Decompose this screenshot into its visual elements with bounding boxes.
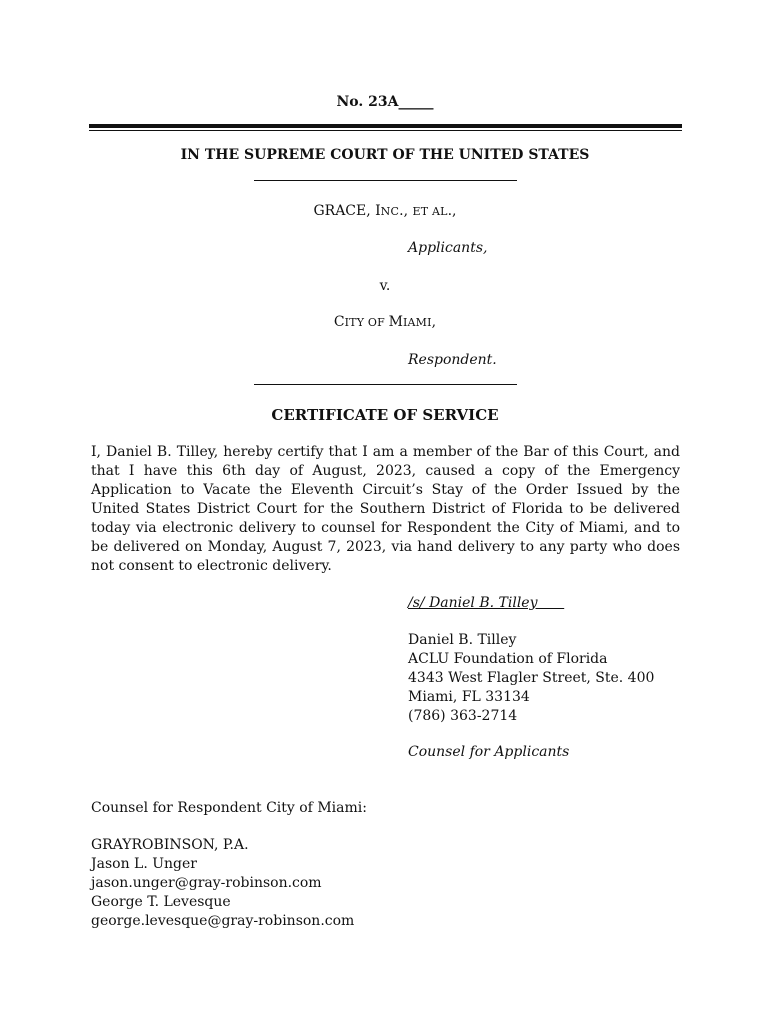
court-title: IN THE SUPREME COURT OF THE UNITED STATES <box>180 147 590 163</box>
applicant-name <box>0 203 770 219</box>
certificate-title: CERTIFICATE OF SERVICE <box>271 406 499 424</box>
respondent-counsel-heading: Counsel for Respondent City of Miami: <box>91 800 367 816</box>
applicant-et-al: ET AL <box>412 205 448 218</box>
signer-name: Daniel B. Tilley <box>408 632 517 648</box>
respondent-attorney-2: George T. Levesque <box>91 894 231 910</box>
respondent-m: M <box>388 314 403 330</box>
applicant-role: Applicants, <box>408 240 488 256</box>
applicant-name-punct: ., <box>399 203 413 219</box>
caption-bottom-rule <box>254 384 517 385</box>
respondent-c: C <box>333 314 345 330</box>
header-thick-rule <box>89 124 682 128</box>
header-thin-rule <box>89 130 682 131</box>
respondent-counsel-block <box>91 836 354 931</box>
respondent-email-2: george.levesque@gray-robinson.com <box>91 913 355 929</box>
certificate-body: I, Daniel B. Tilley, hereby certify that I am a member of the Bar of this Court, and that I have this 6th day of August, 2023, caused a copy of the Emergency Application to Vacate the Eleventh Circuit’s Stay of the Order Issued by the United States District Court for the Southern District of Florida to be delivered today via electronic delivery to counsel for Respondent the City of Miami, and to be delivered on Monday, August 7, 2023, via hand delivery to any party who does not consent to electronic delivery. <box>91 444 680 574</box>
signer-city: Miami, FL 33134 <box>408 689 530 705</box>
caption-top-rule <box>254 180 517 181</box>
respondent-city-of: ITY OF <box>344 316 389 329</box>
signer-role: Counsel for Applicants <box>408 744 570 760</box>
applicant-name-end: ., <box>447 203 457 219</box>
versus: v. <box>379 278 391 294</box>
signature-block <box>408 631 654 726</box>
signer-phone: (786) 363-2714 <box>408 708 518 724</box>
respondent-end: , <box>431 314 437 330</box>
electronic-signature: /s/ Daniel B. Tilley <box>408 595 565 611</box>
respondent-iami: IAMI <box>402 316 432 329</box>
respondent-name <box>0 314 770 330</box>
applicant-name-main: GRACE, I <box>313 203 381 219</box>
respondent-attorney-1: Jason L. Unger <box>91 856 197 872</box>
docket-number: No. 23A_____ <box>336 94 434 110</box>
respondent-role: Respondent. <box>408 352 497 368</box>
applicant-name-smallcaps: NC <box>380 205 400 218</box>
signer-street: 4343 West Flagler Street, Ste. 400 <box>408 670 655 686</box>
respondent-firm: GRAYROBINSON, P.A. <box>91 837 249 853</box>
respondent-email-1: jason.unger@gray-robinson.com <box>91 875 322 891</box>
signer-organization: ACLU Foundation of Florida <box>408 651 608 667</box>
signature-line <box>408 594 564 613</box>
